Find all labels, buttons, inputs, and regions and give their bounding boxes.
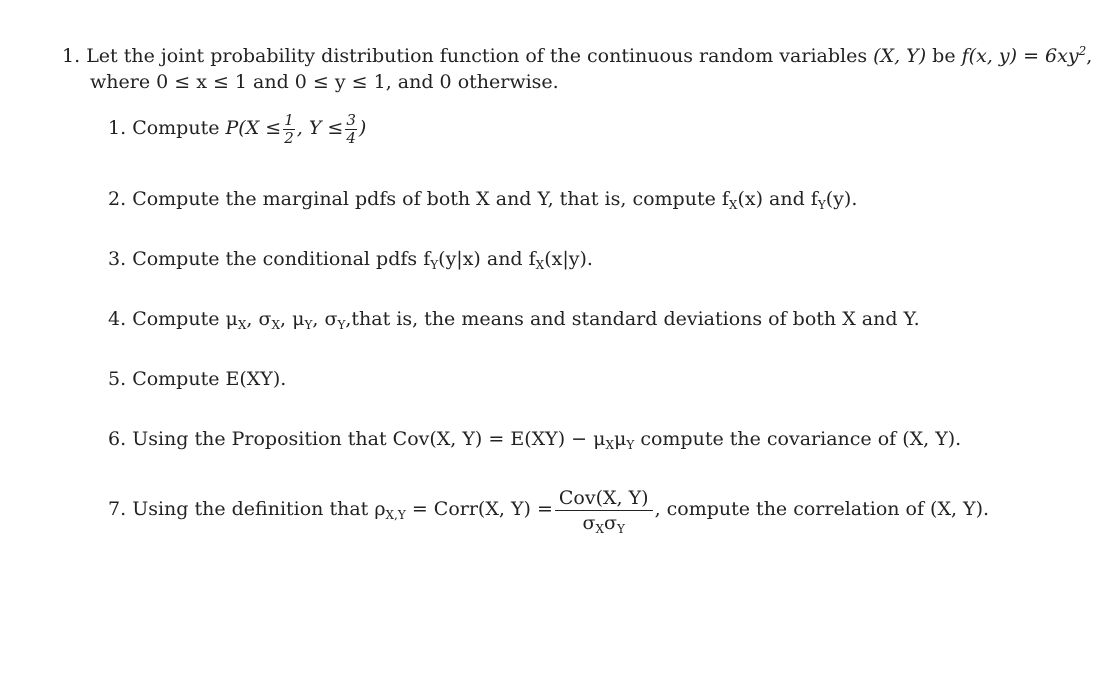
task-7-number: 7.	[108, 498, 127, 520]
task-7-end: , compute the correlation of (X, Y).	[654, 498, 990, 520]
problem-function: f(x, $y) = 6xy^2$	[961, 44, 1087, 67]
problem-vars: (X, Y)	[873, 45, 927, 67]
task-4	[108, 307, 920, 331]
task-1-text: Compute	[132, 117, 220, 139]
task-2	[108, 187, 857, 211]
task-5-text: Compute E(XY).	[132, 368, 287, 390]
task-7	[108, 484, 989, 535]
task-1	[108, 108, 366, 148]
task-1-number: 1.	[108, 117, 127, 139]
task-3	[108, 247, 593, 271]
fraction-three-quarters: $\frac{3}{4}$	[346, 110, 356, 147]
task-5-number: 5.	[108, 368, 127, 390]
task-2-text: Compute the marginal pdfs of both X and Y, that is, compute $f_X(x)$ and $f_Y(y)$.	[132, 188, 858, 212]
task-3-text: Compute the conditional pdfs $f_Y(y|x)$ and $f_X(x|y)$.	[132, 248, 593, 272]
correlation-fraction: $\frac{\text{Cov(X, Y)}}{\sigma_X\sigma_Y}$	[555, 486, 653, 535]
problem-line-1: 1. Let the joint probability distribution function of the continuous random variables (X, Y) be f(x, $y) = 6xy^2$,	[62, 44, 1093, 67]
problem-intro: Let the joint probability distribution function of the continuous random variables	[86, 45, 868, 67]
problem-number: 1.	[62, 45, 81, 67]
problem-line-2	[90, 70, 559, 94]
problem-be: be	[932, 45, 956, 67]
task-4-number: 4.	[108, 308, 127, 330]
fraction-one-half: $\frac{1}{2}$	[284, 110, 294, 147]
task-3-number: 3.	[108, 248, 127, 270]
task-2-number: 2.	[108, 188, 127, 210]
task-4-text: Compute $\mu_X$, $\sigma_X$, $\mu_Y$, $\sigma_Y,that$ is, the means and standard deviations of both X and Y.	[132, 308, 920, 332]
task-6-text: Using the Proposition that Cov(X, $Y) = E(XY) - \mu_X\mu_Y$ compute the covariance of (X, Y).	[132, 428, 962, 452]
task-7-text: Using the definition that $\rho_{X,Y}$ = Corr(X, Y) =	[132, 498, 553, 522]
problem-domain: where 0 ≤ x ≤ 1 and 0 ≤ y ≤ 1, and 0 otherwise.	[90, 71, 559, 93]
task-6	[108, 427, 961, 451]
task-5	[108, 367, 286, 391]
task-6-number: 6.	[108, 428, 127, 450]
task-1-math: P(X ≤ $\frac{1}{2}$ , Y ≤ $\frac{3}{4}$ )	[225, 110, 367, 147]
